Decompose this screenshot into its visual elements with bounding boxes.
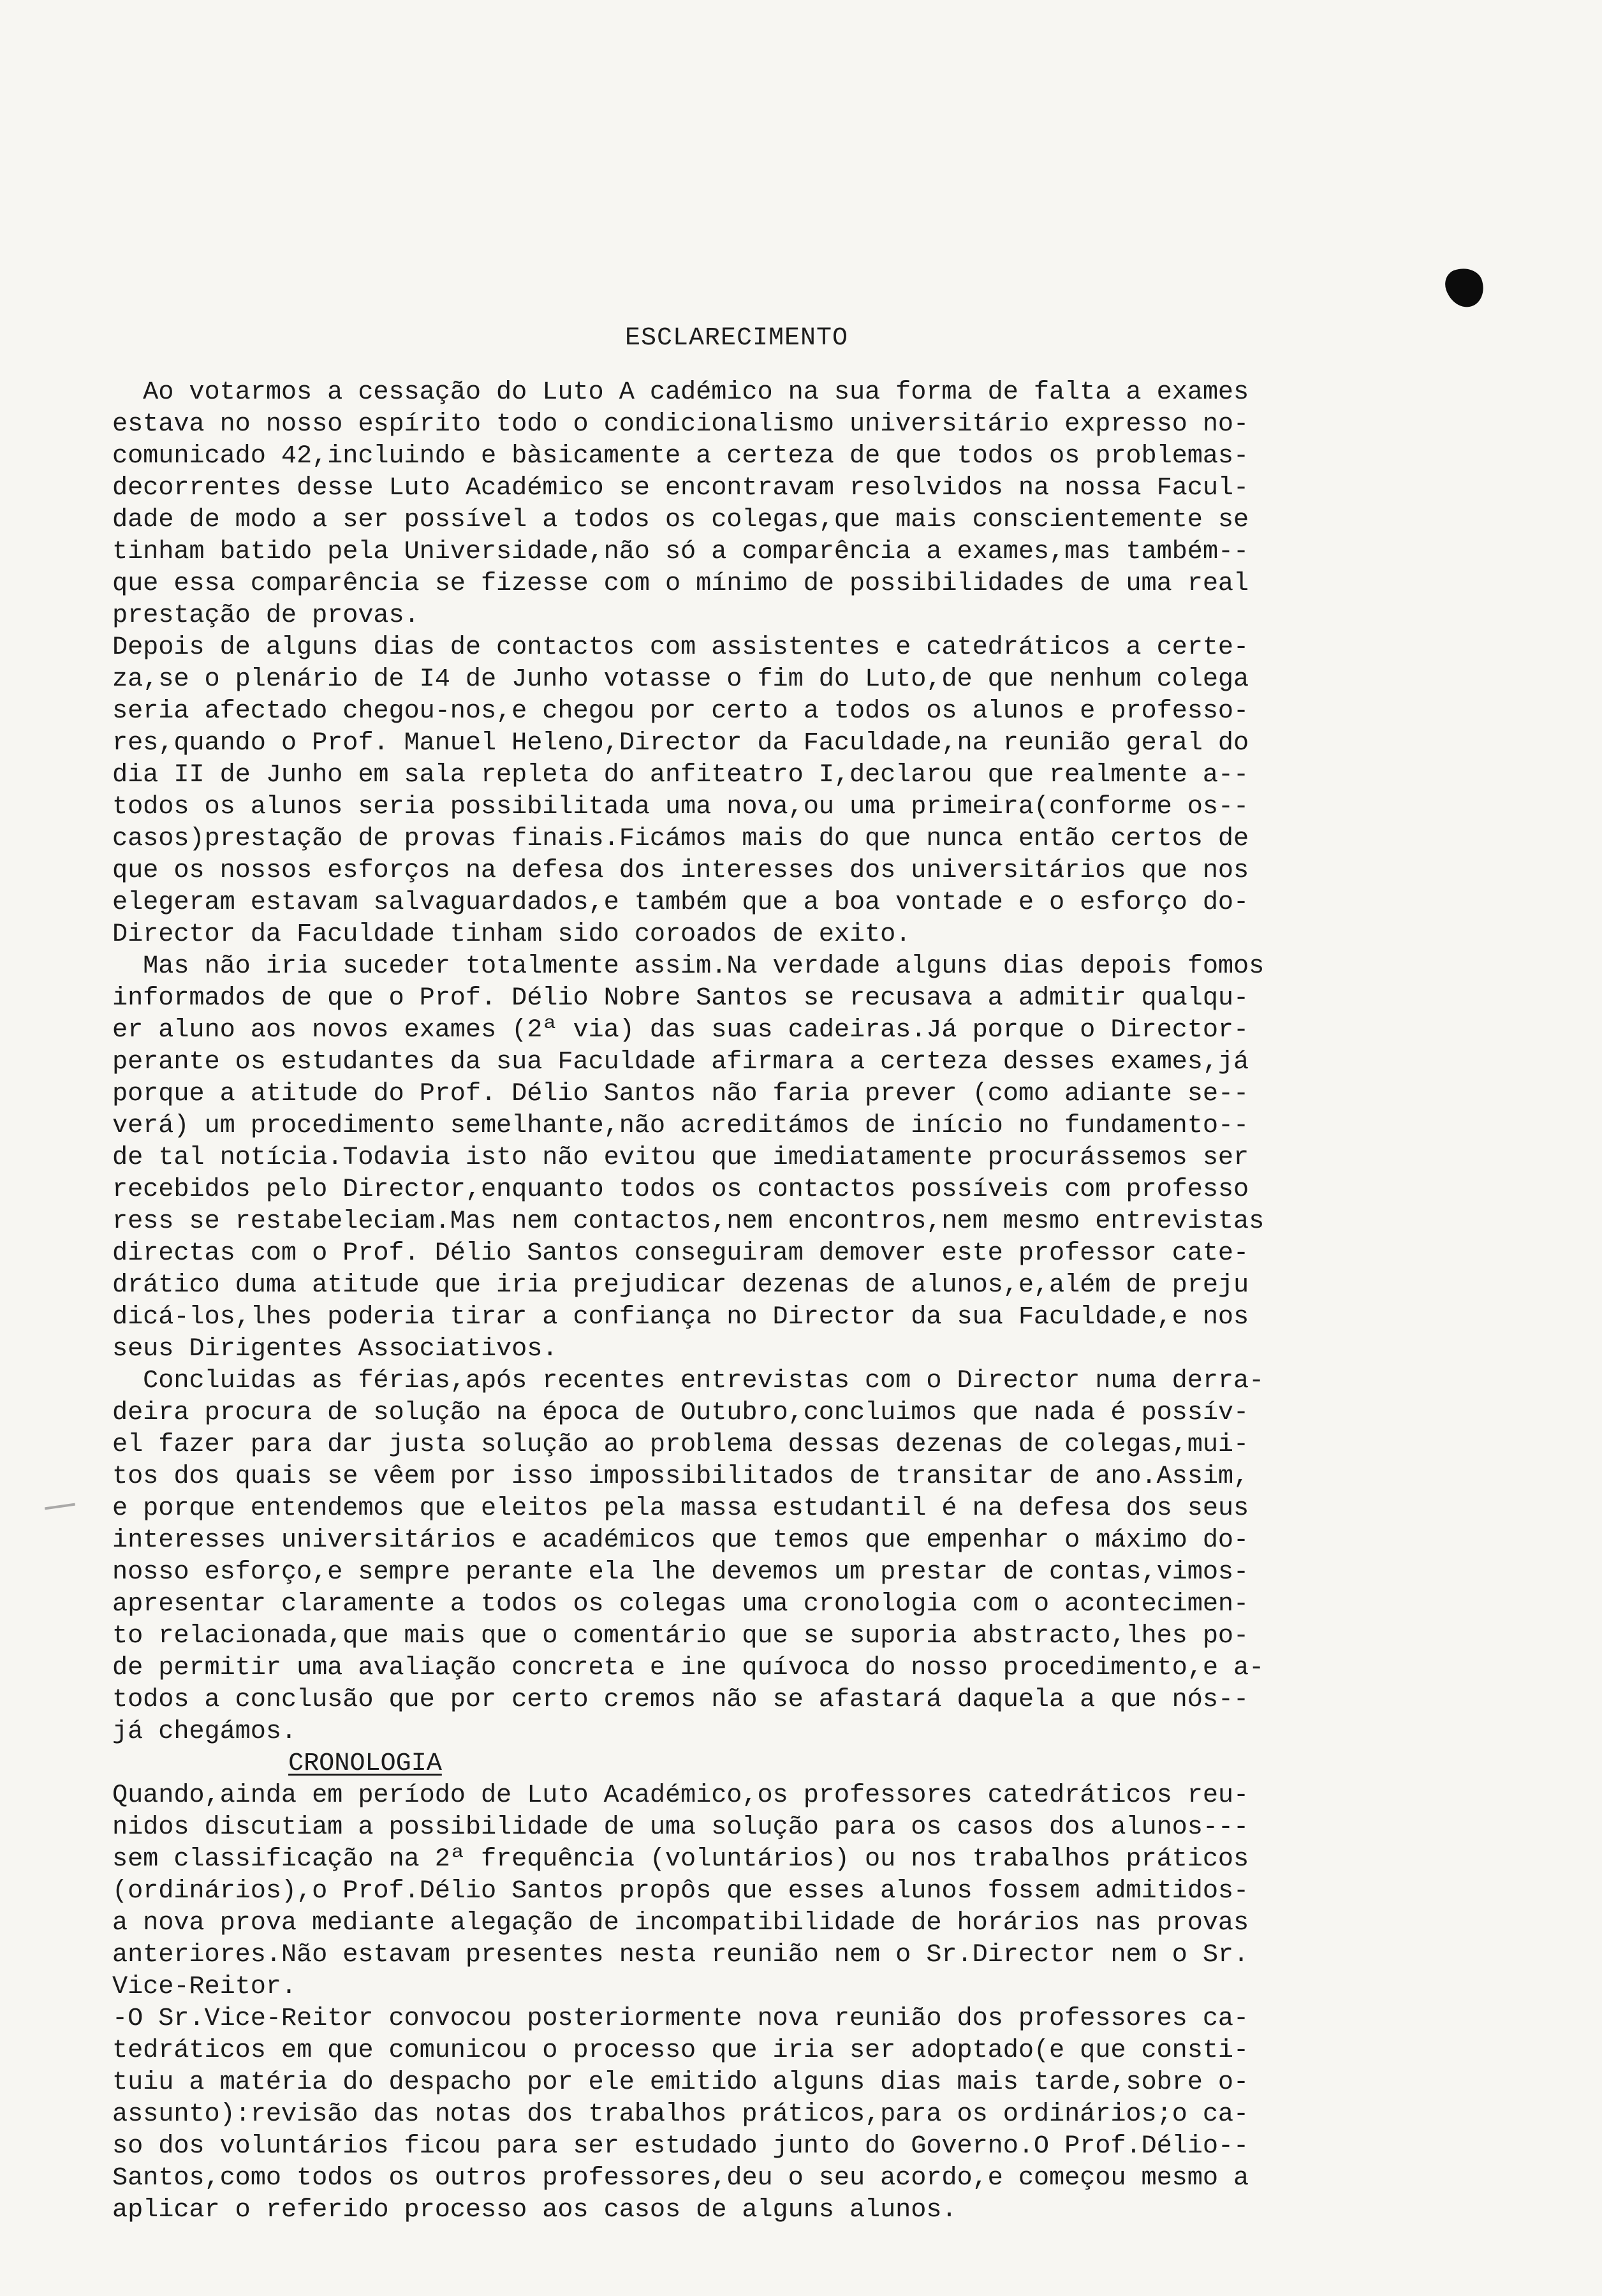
text-line: dade de modo a ser possível a todos os colegas,que mais conscientemente se (112, 505, 1249, 534)
text-line: Santos,como todos os outros professores,deu o seu acordo,e começou mesmo a (112, 2163, 1249, 2193)
text-line: assunto):revisão das notas dos trabalhos práticos,para os ordinários;o ca- (112, 2100, 1249, 2129)
text-line: so dos voluntários ficou para ser estudado junto do Governo.O Prof.Délio-- (112, 2131, 1249, 2161)
document-title: ESCLARECIMENTO (625, 324, 849, 353)
text-line: -O Sr.Vice-Reitor convocou posteriormente nova reunião dos professores ca- (112, 2004, 1249, 2033)
text-line: interesses universitários e académicos que temos que empenhar o máximo do- (112, 1526, 1249, 1555)
text-line: seria afectado chegou-nos,e chegou por certo a todos os alunos e professo- (112, 696, 1249, 726)
text-line: dicá-los,lhes poderia tirar a confiança no Director da sua Faculdade,e nos (112, 1302, 1249, 1332)
text-line: za,se o plenário de I4 de Junho votasse o fim do Luto,de que nenhum colega (112, 665, 1249, 694)
text-line: a nova prova mediante alegação de incompatibilidade de horários nas provas (112, 1908, 1249, 1938)
text-line: todos os alunos seria possibilitada uma nova,ou uma primeira(conforme os-- (112, 792, 1249, 821)
section-heading: CRONOLOGIA (288, 1749, 442, 1778)
text-line: drático duma atitude que iria prejudicar dezenas de alunos,e,além de preju (112, 1270, 1249, 1300)
text-line: decorrentes desse Luto Académico se encontravam resolvidos na nossa Facul- (112, 473, 1249, 503)
text-line: nosso esforço,e sempre perante ela lhe devemos um prestar de contas,vimos- (112, 1557, 1249, 1587)
text-line: Director da Faculdade tinham sido coroados de exito. (112, 920, 911, 949)
text-line: perante os estudantes da sua Faculdade afirmara a certeza desses exames,já (112, 1047, 1249, 1077)
text-line: ress se restabeleciam.Mas nem contactos,nem encontros,nem mesmo entrevistas (112, 1207, 1265, 1236)
text-line: já chegámos. (112, 1717, 297, 1746)
section-heading-wrapper (112, 1748, 1541, 1779)
text-line: anteriores.Não estavam presentes nesta reunião nem o Sr.Director nem o Sr. (112, 1940, 1249, 1969)
text-line: casos)prestação de provas finais.Ficámos mais do que nunca então certos de (112, 824, 1249, 853)
text-line: recebidos pelo Director,enquanto todos os contactos possíveis com professo (112, 1175, 1249, 1204)
text-line: seus Dirigentes Associativos. (112, 1334, 558, 1364)
text-line: que os nossos esforços na defesa dos interesses dos universitários que nos (112, 856, 1249, 885)
text-line: Quando,ainda em período de Luto Académico,os professores catedráticos reu- (112, 1781, 1249, 1810)
text-line: Mas não iria suceder totalmente assim.Na verdade alguns dias depois fomos (112, 952, 1265, 981)
text-line: Vice-Reitor. (112, 1972, 297, 2001)
text-line: deira procura de solução na época de Outubro,concluimos que nada é possív- (112, 1398, 1249, 1427)
text-line: sem classificação na 2ª frequência (voluntários) ou nos trabalhos práticos (112, 1844, 1249, 1874)
margin-pencil-mark (45, 1503, 75, 1510)
text-line: aplicar o referido processo aos casos de alguns alunos. (112, 2195, 957, 2225)
text-line: apresentar claramente a todos os colegas uma cronologia com o acontecimen- (112, 1589, 1249, 1619)
text-line: e porque entendemos que eleitos pela massa estudantil é na defesa dos seus (112, 1494, 1249, 1523)
text-line: (ordinários),o Prof.Délio Santos propôs que esses alunos fossem admitidos- (112, 1876, 1249, 1906)
text-line: de tal notícia.Todavia isto não evitou que imediatamente procurássemos ser (112, 1143, 1249, 1172)
text-line: prestação de provas. (112, 601, 420, 630)
text-line: dia II de Junho em sala repleta do anfiteatro I,declarou que realmente a-- (112, 760, 1249, 790)
text-line: el fazer para dar justa solução ao problema dessas dezenas de colegas,mui- (112, 1430, 1249, 1459)
text-line: todos a conclusão que por certo cremos não se afastará daquela a que nós-- (112, 1685, 1249, 1714)
ink-blot-mark (1441, 263, 1488, 313)
text-line: nidos discutiam a possibilidade de uma solução para os casos dos alunos--- (112, 1813, 1249, 1842)
document-body (112, 376, 1541, 2226)
text-line: de permitir uma avaliação concreta e ine quívoca do nosso procedimento,e a- (112, 1653, 1265, 1682)
text-line: elegeram estavam salvaguardados,e também que a boa vontade e o esforço do- (112, 888, 1249, 917)
text-line: to relacionada,que mais que o comentário que se suporia abstracto,lhes po- (112, 1621, 1249, 1651)
text-line: er aluno aos novos exames (2ª via) das suas cadeiras.Já porque o Director- (112, 1015, 1249, 1045)
text-line: tinham batido pela Universidade,não só a comparência a exames,mas também-- (112, 537, 1249, 566)
text-line: estava no nosso espírito todo o condicionalismo universitário expresso no- (112, 409, 1249, 439)
text-line: directas com o Prof. Délio Santos conseguiram demover este professor cate- (112, 1239, 1249, 1268)
text-line: que essa comparência se fizesse com o mínimo de possibilidades de uma real (112, 569, 1249, 598)
text-line: tos dos quais se vêem por isso impossibilitados de transitar de ano.Assim, (112, 1462, 1249, 1491)
text-line: comunicado 42,incluindo e bàsicamente a certeza de que todos os problemas- (112, 441, 1249, 471)
text-line: porque a atitude do Prof. Délio Santos não faria prever (como adiante se-- (112, 1079, 1249, 1108)
text-line: Ao votarmos a cessação do Luto A cadémico na sua forma de falta a exames (112, 378, 1249, 407)
text-line: informados de que o Prof. Délio Nobre Santos se recusava a admitir qualqu- (112, 983, 1249, 1013)
text-line: Depois de alguns dias de contactos com assistentes e catedráticos a certe- (112, 633, 1249, 662)
text-line: tuiu a matéria do despacho por ele emitido alguns dias mais tarde,sobre o- (112, 2068, 1249, 2097)
text-line: Concluidas as férias,após recentes entrevistas com o Director numa derra- (112, 1366, 1265, 1395)
text-line: tedráticos em que comunicou o processo que iria ser adoptado(e que consti- (112, 2036, 1249, 2065)
text-line: verá) um procedimento semelhante,não acreditámos de início no fundamento-- (112, 1111, 1249, 1140)
text-line: res,quando o Prof. Manuel Heleno,Director da Faculdade,na reunião geral do (112, 728, 1249, 758)
